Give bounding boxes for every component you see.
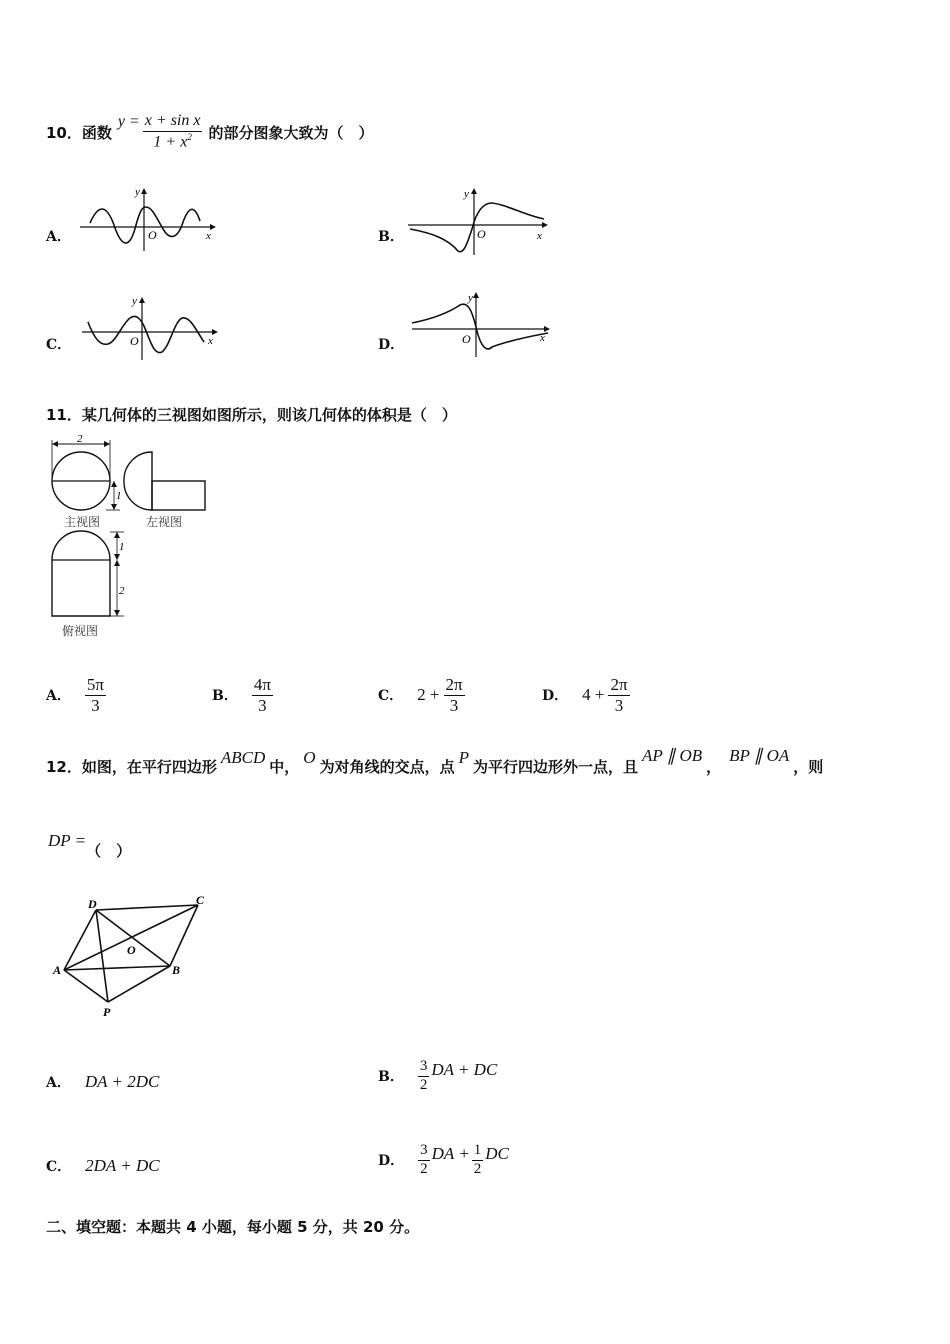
q11-number: 11． — [46, 406, 82, 424]
q12-option-b[interactable] — [378, 1044, 497, 1108]
q11-stem — [46, 404, 457, 425]
q11-option-b-fraction: $\frac{4\pi}{3}$ — [253, 674, 271, 715]
q10-option-b-label[interactable]: B． — [378, 229, 404, 245]
q12-answer-blank: （ ） — [86, 842, 132, 860]
q11-front-view — [52, 433, 122, 510]
q12-math-abcd: ABCD — [220, 748, 266, 767]
q11-option-b-label: B． — [212, 688, 238, 704]
q10-formula-fraction — [143, 113, 203, 151]
q12-text-5: ， — [706, 758, 722, 776]
q12-option-d-fraction-2: $\frac{1}{2}$ — [473, 1141, 482, 1177]
q12-stem — [46, 746, 926, 777]
q10-option-b-graph[interactable] — [404, 185, 554, 257]
q12-option-a-label: A． — [46, 1075, 71, 1091]
q12-option-c-label: C． — [46, 1159, 72, 1175]
q10-option-c-graph[interactable] — [78, 294, 223, 364]
q11-option-d[interactable] — [542, 672, 630, 718]
q11-option-d-integer: 4 + — [582, 685, 605, 704]
q10-suffix: 的部分图象大致为（ ） — [208, 123, 374, 142]
q12-option-d-mid: DA + — [431, 1144, 470, 1163]
q12-math-bp-parallel-oa: BP ∥ OA — [729, 746, 790, 765]
q10-option-a-label[interactable]: A． — [46, 229, 71, 245]
q10-a-x-label: x — [206, 230, 211, 242]
q12-option-c-expr: 2DA + DC — [85, 1156, 160, 1175]
q12-text-1: 如图，在平行四边形 — [81, 758, 217, 776]
q12-point-o: O — [127, 943, 136, 957]
q11-top-caption: 俯视图 — [62, 624, 99, 638]
q11-option-d-label: D． — [542, 688, 569, 704]
q12-option-c[interactable] — [46, 1146, 160, 1186]
q11-dim-width: 2 — [77, 433, 83, 445]
q11-option-c[interactable] — [378, 672, 465, 718]
q12-option-b-label: B． — [378, 1069, 404, 1085]
q12-option-d-fraction-1: $\frac{3}{2}$ — [420, 1141, 428, 1177]
q12-text-6: ，则 — [793, 758, 824, 776]
q10-d-x-label: x — [540, 332, 545, 344]
q10-number: 10． — [46, 123, 82, 142]
q10-d-y-label: y — [468, 292, 473, 304]
q10-formula — [118, 113, 203, 151]
q11-front-caption: 主视图 — [64, 515, 101, 529]
q11-option-c-fraction: $\frac{2\pi}{3}$ — [445, 674, 463, 715]
q11-top-view — [52, 531, 125, 616]
q10-b-origin-label: O — [477, 227, 486, 241]
q10-formula-numerator: x + sin x — [143, 113, 203, 132]
q10-option-d-graph[interactable] — [408, 289, 558, 361]
q12-option-a-expr: DA + 2DC — [84, 1072, 160, 1091]
q10-c-origin-label: O — [130, 334, 139, 348]
q10-option-a-graph[interactable] — [76, 185, 221, 255]
q11-option-d-fraction: $\frac{2\pi}{3}$ — [610, 674, 628, 715]
q10-formula-lhs: y = — [117, 112, 140, 130]
q11-side-caption: 左视图 — [146, 515, 183, 529]
q12-option-a[interactable] — [46, 1062, 159, 1102]
q12-math-p: P — [458, 748, 469, 767]
q10-a-y-label: y — [135, 186, 140, 198]
q11-dim-front-height: 1 — [116, 490, 122, 502]
q12-option-b-fraction: $\frac{3}{2}$ — [419, 1057, 428, 1093]
q12-option-d-expr: DC — [485, 1144, 509, 1163]
section2-heading: 二、填空题：本题共 4 小题，每小题 5 分，共 20 分。 — [46, 1218, 420, 1236]
q10-c-x-label: x — [208, 335, 213, 347]
q11-dim-top-arc: 1 — [119, 541, 125, 553]
q12-text-4: 为平行四边形外一点，且 — [472, 758, 638, 776]
q10-formula-exponent: 2 — [187, 131, 192, 142]
q12-option-d-label: D． — [378, 1153, 405, 1169]
q10-d-origin-label: O — [462, 332, 471, 346]
q10-formula-denominator: $1 + x^2$ — [153, 131, 192, 151]
q12-option-d[interactable] — [378, 1128, 509, 1192]
q10-b-x-label: x — [537, 230, 542, 242]
q10-prefix: 函数 — [81, 123, 112, 142]
q12-math-o: O — [303, 748, 316, 767]
q10-stem — [46, 104, 373, 160]
q11-option-c-label: C． — [378, 688, 404, 704]
q12-math-ap-parallel-ob: AP ∥ OB — [642, 746, 703, 765]
q12-parallelogram-figure — [48, 892, 218, 1022]
q12-line-2 — [48, 831, 132, 860]
q11-side-view — [124, 452, 205, 510]
q12-number: 12． — [46, 758, 82, 776]
q10-option-c-label[interactable]: C． — [46, 337, 72, 353]
q12-math-dp: DP = — [48, 831, 87, 850]
q11-option-a-fraction: $\frac{5\pi}{3}$ — [86, 674, 104, 715]
q12-point-c: C — [196, 893, 205, 907]
q12-point-d: D — [88, 897, 97, 911]
q10-option-d-label[interactable]: D． — [378, 337, 405, 353]
q11-dim-top-rect: 2 — [119, 585, 125, 597]
q11-option-a[interactable] — [46, 672, 106, 718]
q10-b-y-label: y — [464, 188, 469, 200]
q12-point-p: P — [103, 1005, 111, 1019]
q11-option-c-integer: 2 + — [417, 685, 440, 704]
q10-a-origin-label: O — [148, 228, 157, 242]
q10-c-y-label: y — [132, 295, 137, 307]
q11-option-b[interactable] — [212, 672, 273, 718]
q12-text-2: 中， — [269, 758, 300, 776]
q11-option-a-label: A． — [46, 688, 71, 704]
q12-point-a: A — [53, 963, 62, 977]
q11-three-view-figure — [40, 432, 230, 644]
q12-point-b: B — [172, 963, 181, 977]
q12-option-b-expr: DA + DC — [431, 1060, 498, 1079]
q12-text-3: 为对角线的交点，点 — [319, 758, 455, 776]
q11-text: 某几何体的三视图如图所示，则该几何体的体积是（ ） — [81, 406, 457, 424]
